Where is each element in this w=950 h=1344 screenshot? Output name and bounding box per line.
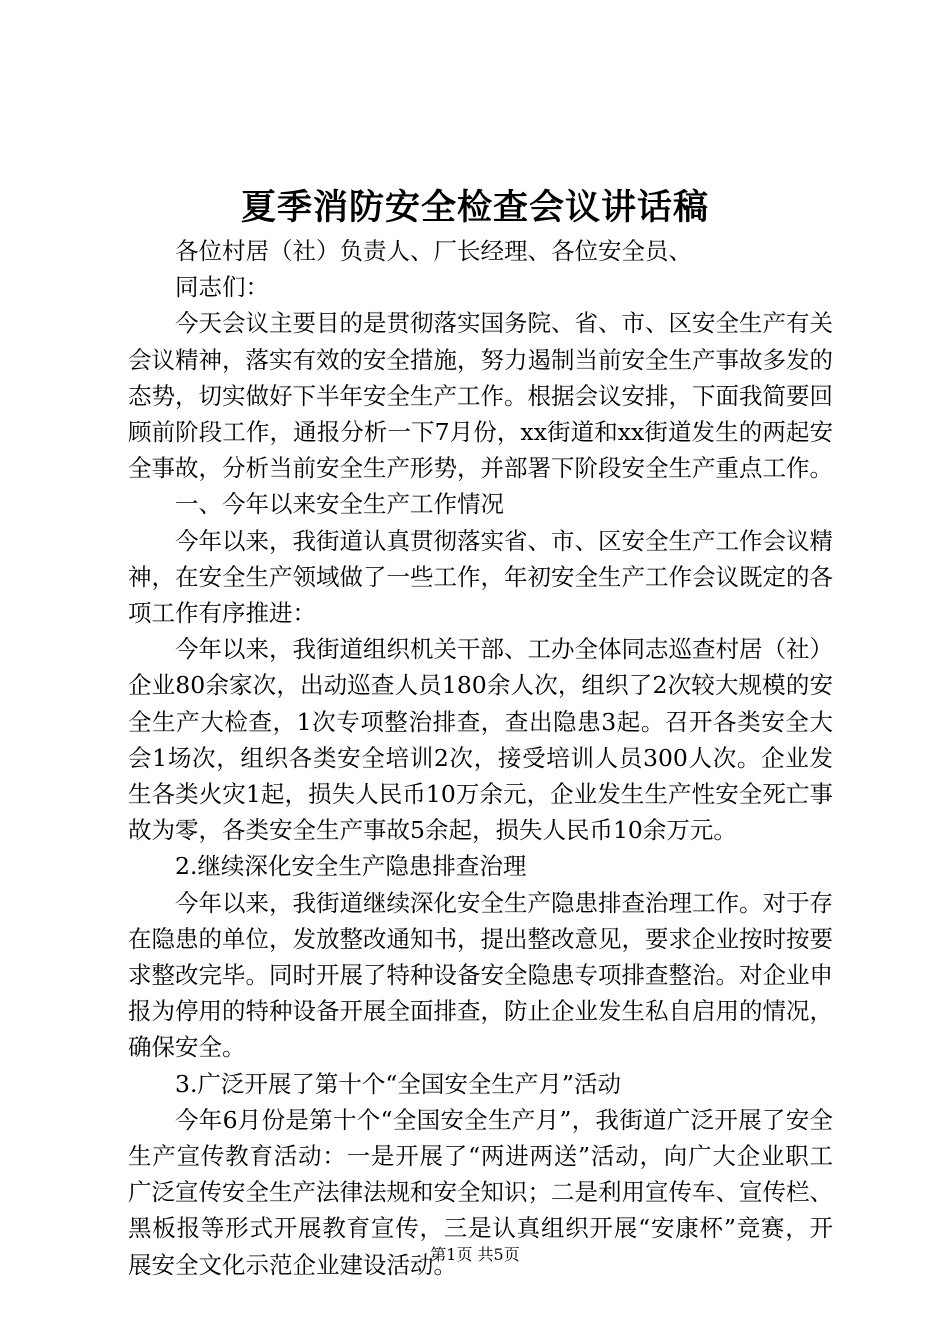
- salutation-line: 各位村居（社）负责人、厂长经理、各位安全员、: [175, 237, 692, 265]
- section-heading: 3.广泛开展了第十个“全国安全生产月”活动: [175, 1069, 621, 1098]
- body-paragraph: 今年以来，我街道认真贯彻落实省、市、区安全生产工作会议精神，在安全生产领域做了一些工作，年初安全生产工作会议既定的各项工作有序推进：: [128, 526, 833, 628]
- section-heading: 一、今年以来安全生产工作情况: [175, 490, 504, 519]
- body-paragraph: 今年6月份是第十个“全国安全生产月”，我街道广泛开展了安全生产宣传教育活动：一是开展了“两进两送”活动，向广大企业职工广泛宣传安全生产法律法规和安全知识；二是利用宣传车、宣传栏、黑板报等形式开展教育宣传，三是认真组织开展“安康杯”竞赛，开展安全文化示范企业建设活动。: [128, 1105, 833, 1279]
- body-paragraph: 今天会议主要目的是贯彻落实国务院、省、市、区安全生产有关会议精神，落实有效的安全措施，努力遏制当前安全生产事故多发的态势，切实做好下半年安全生产工作。根据会议安排，下面我简要回顾前阶段工作，通报分析一下7月份，xx街道和xx街道发生的两起安全事故，分析当前安全生产形势，并部署下阶段安全生产重点工作。: [128, 309, 833, 483]
- section-heading: 2.继续深化安全生产隐患排查治理: [175, 852, 527, 881]
- body-paragraph: 今年以来，我街道继续深化安全生产隐患排查治理工作。对于存在隐患的单位，发放整改通知书，提出整改意见，要求企业按时按要求整改完毕。同时开展了特种设备安全隐患专项排查整治。对企业申报为停用的特种设备开展全面排查，防止企业发生私自启用的情况，确保安全。: [128, 888, 833, 1062]
- document-body: [128, 233, 833, 1283]
- document-title: 夏季消防安全检查会议讲话稿: [240, 187, 709, 228]
- body-paragraph: 今年以来，我街道组织机关干部、工办全体同志巡查村居（社）企业80余家次，出动巡查人员180余人次，组织了2次较大规模的安全生产大检查，1次专项整治排查，查出隐患3起。召开各类安全大会1场次，组织各类安全培训2次，接受培训人员300人次。企业发生各类火灾1起，损失人民币10万余元，企业发生生产性安全死亡事故为零，各类安全生产事故5余起，损失人民币10余万元。: [128, 635, 833, 845]
- page-footer: 第1页 共5页: [430, 1245, 520, 1264]
- salutation-line: 同志们：: [175, 273, 269, 302]
